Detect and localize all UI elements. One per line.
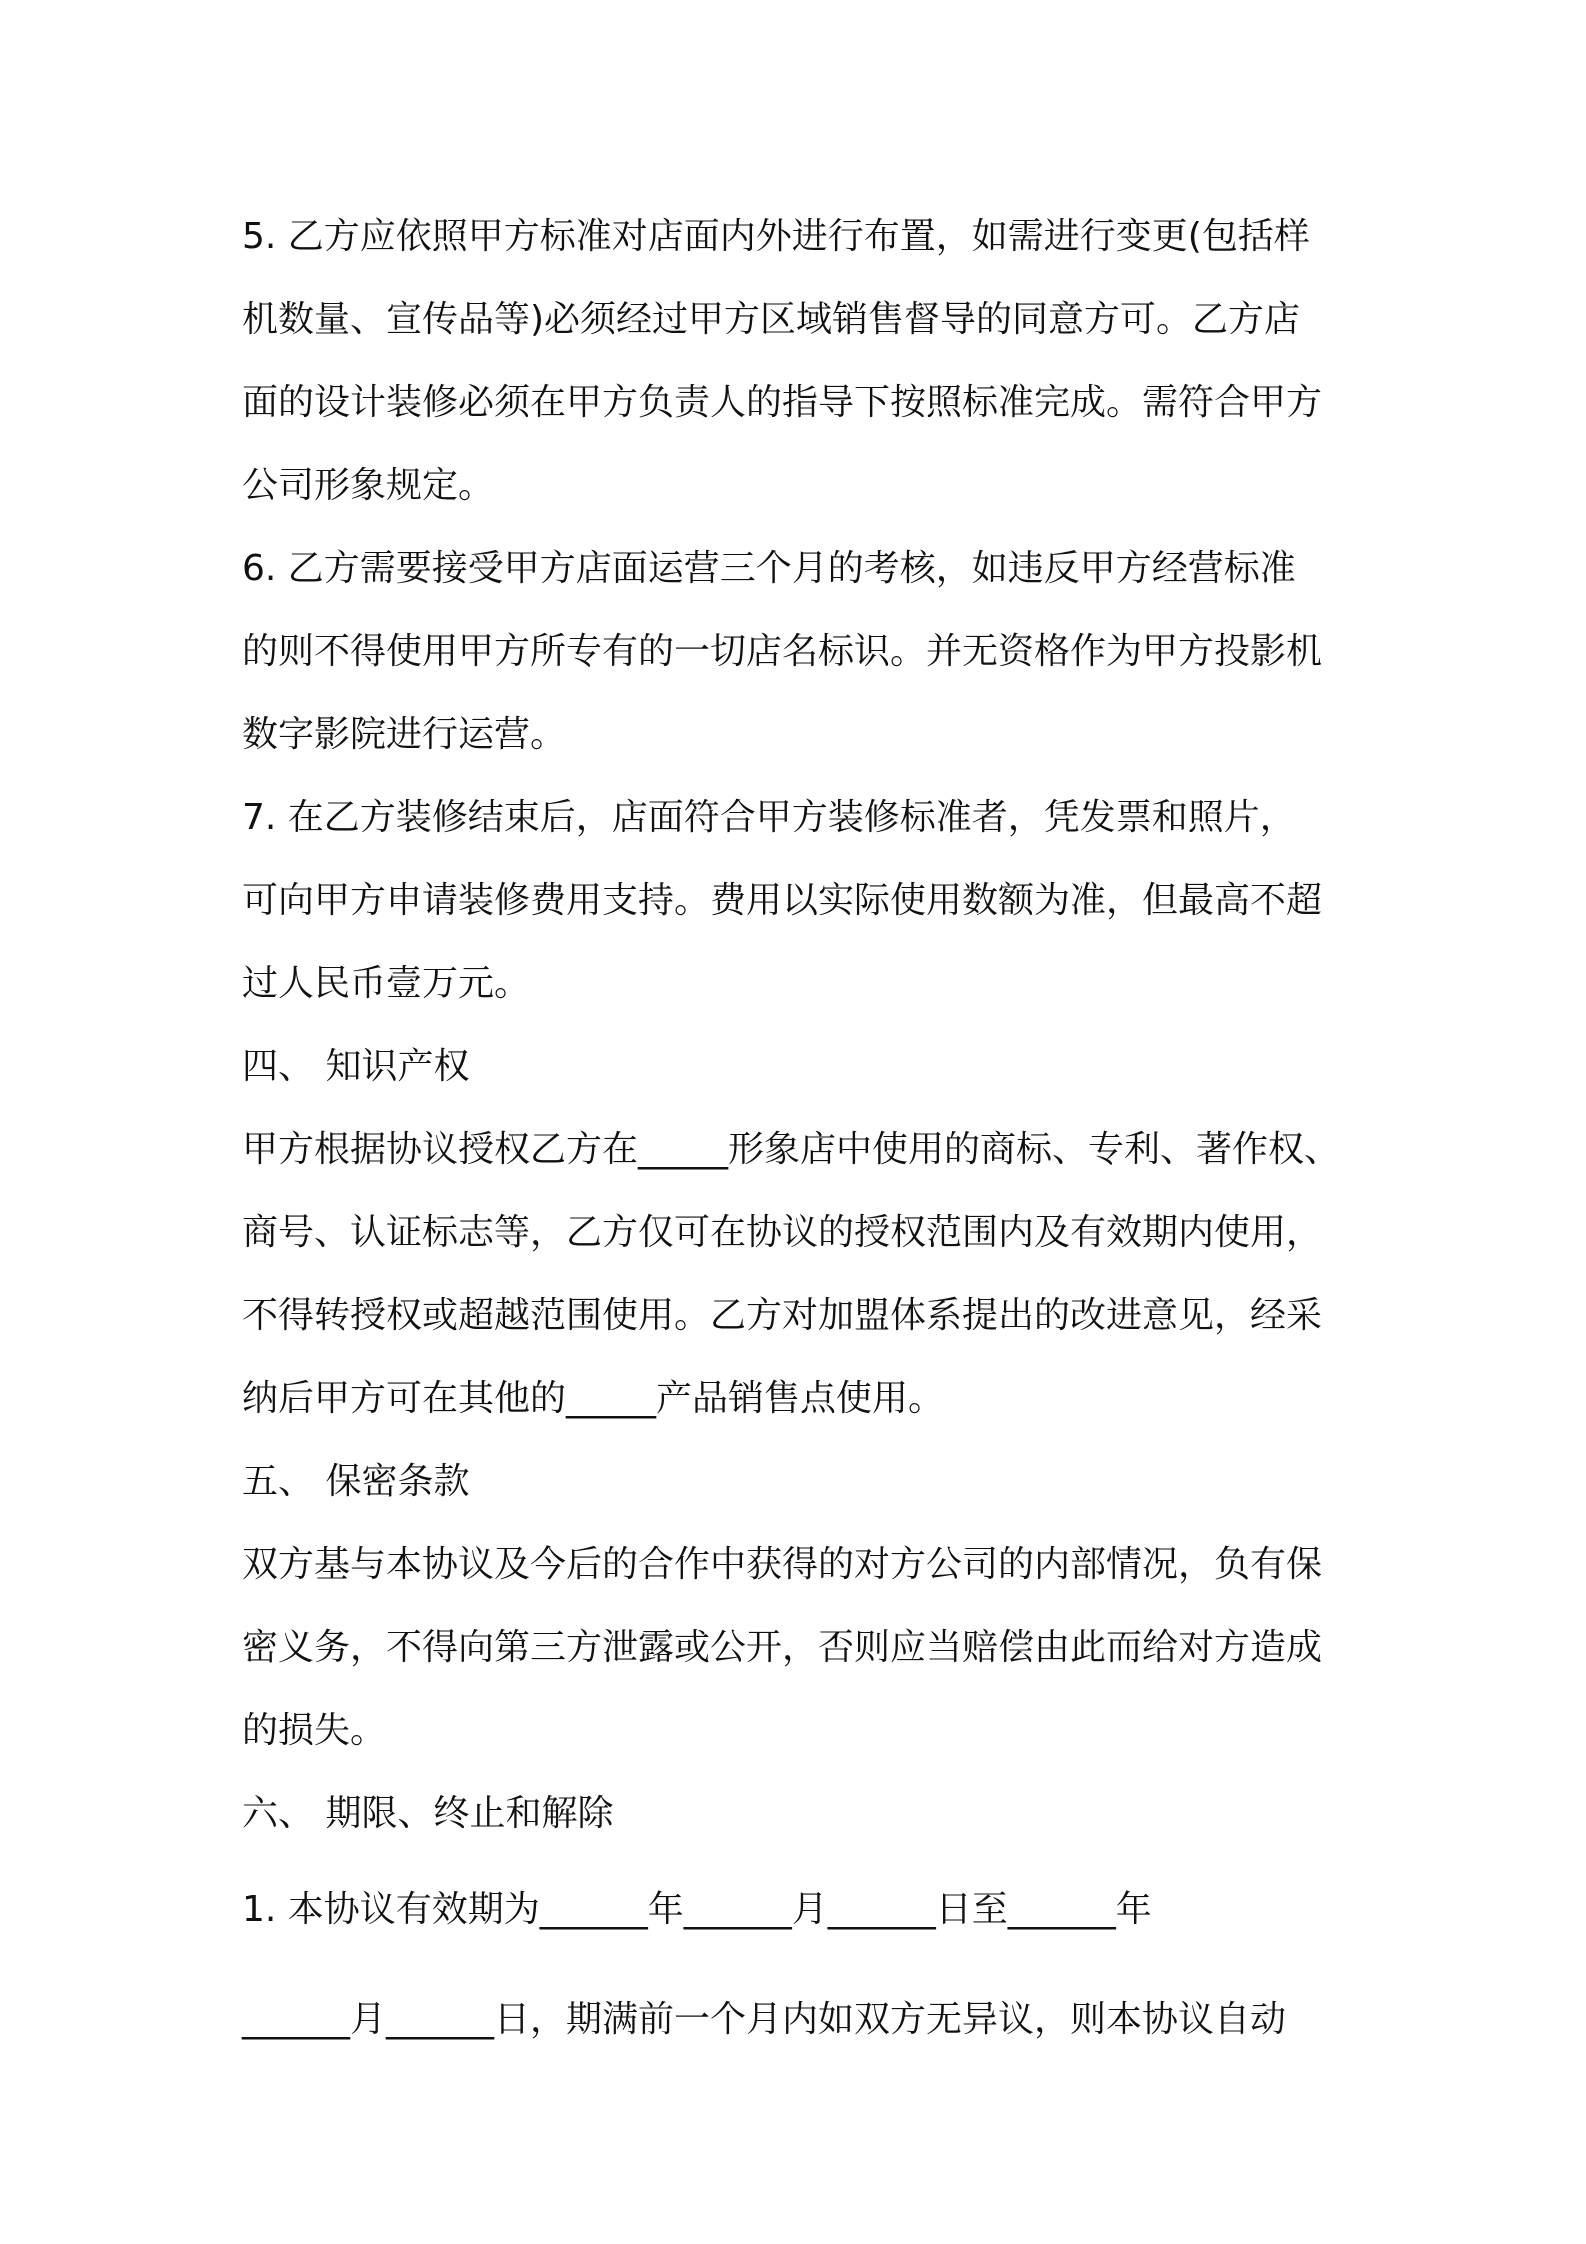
clause-5-line-2: 机数量、宣传品等)必须经过甲方区域销售督导的同意方可。乙方店	[242, 299, 1301, 340]
section-6-clause-1-line-1: 1. 本协议有效期为______年______月______日至______年	[242, 1889, 1152, 1930]
clause-5-line-3: 面的设计装修必须在甲方负责人的指导下按照标准完成。需符合甲方	[242, 382, 1323, 423]
section-4-heading: 四、 知识产权	[242, 1046, 470, 1087]
clause-5-line-1: 5. 乙方应依照甲方标准对店面内外进行布置，如需进行变更(包括样	[242, 216, 1310, 257]
section-4-line-3: 不得转授权或超越范围使用。乙方对加盟体系提出的改进意见，经采	[242, 1295, 1323, 1336]
clause-7-line-3: 过人民币壹万元。	[242, 963, 531, 1004]
clause-6-line-2: 的则不得使用甲方所专有的一切店名标识。并无资格作为甲方投影机	[242, 631, 1323, 672]
clause-6-line-3: 数字影院进行运营。	[242, 714, 567, 755]
section-5-line-1: 双方基与本协议及今后的合作中获得的对方公司的内部情况，负有保	[242, 1544, 1323, 1585]
section-4-line-4: 纳后甲方可在其他的_____产品销售点使用。	[242, 1378, 945, 1419]
clause-5-line-4: 公司形象规定。	[242, 465, 495, 506]
section-4-line-1: 甲方根据协议授权乙方在_____形象店中使用的商标、专利、著作权、	[242, 1129, 1341, 1170]
section-5-line-3: 的损失。	[242, 1710, 387, 1751]
clause-6-line-1: 6. 乙方需要接受甲方店面运营三个月的考核，如违反甲方经营标准	[242, 548, 1296, 589]
section-5-line-2: 密义务，不得向第三方泄露或公开，否则应当赔偿由此而给对方造成	[242, 1627, 1323, 1668]
section-6-clause-1-line-2: ______月______日，期满前一个月内如双方无异议，则本协议自动	[242, 1999, 1287, 2040]
document-body	[242, 195, 1362, 2075]
clause-7-line-1: 7. 在乙方装修结束后，店面符合甲方装修标准者，凭发票和照片，	[242, 797, 1296, 838]
clause-7-line-2: 可向甲方申请装修费用支持。费用以实际使用数额为准，但最高不超	[242, 880, 1323, 921]
section-4-line-2: 商号、认证标志等，乙方仅可在协议的授权范围内及有效期内使用，	[242, 1212, 1323, 1253]
section-5-heading: 五、 保密条款	[242, 1461, 470, 1502]
section-6-heading: 六、 期限、终止和解除	[242, 1793, 614, 1834]
